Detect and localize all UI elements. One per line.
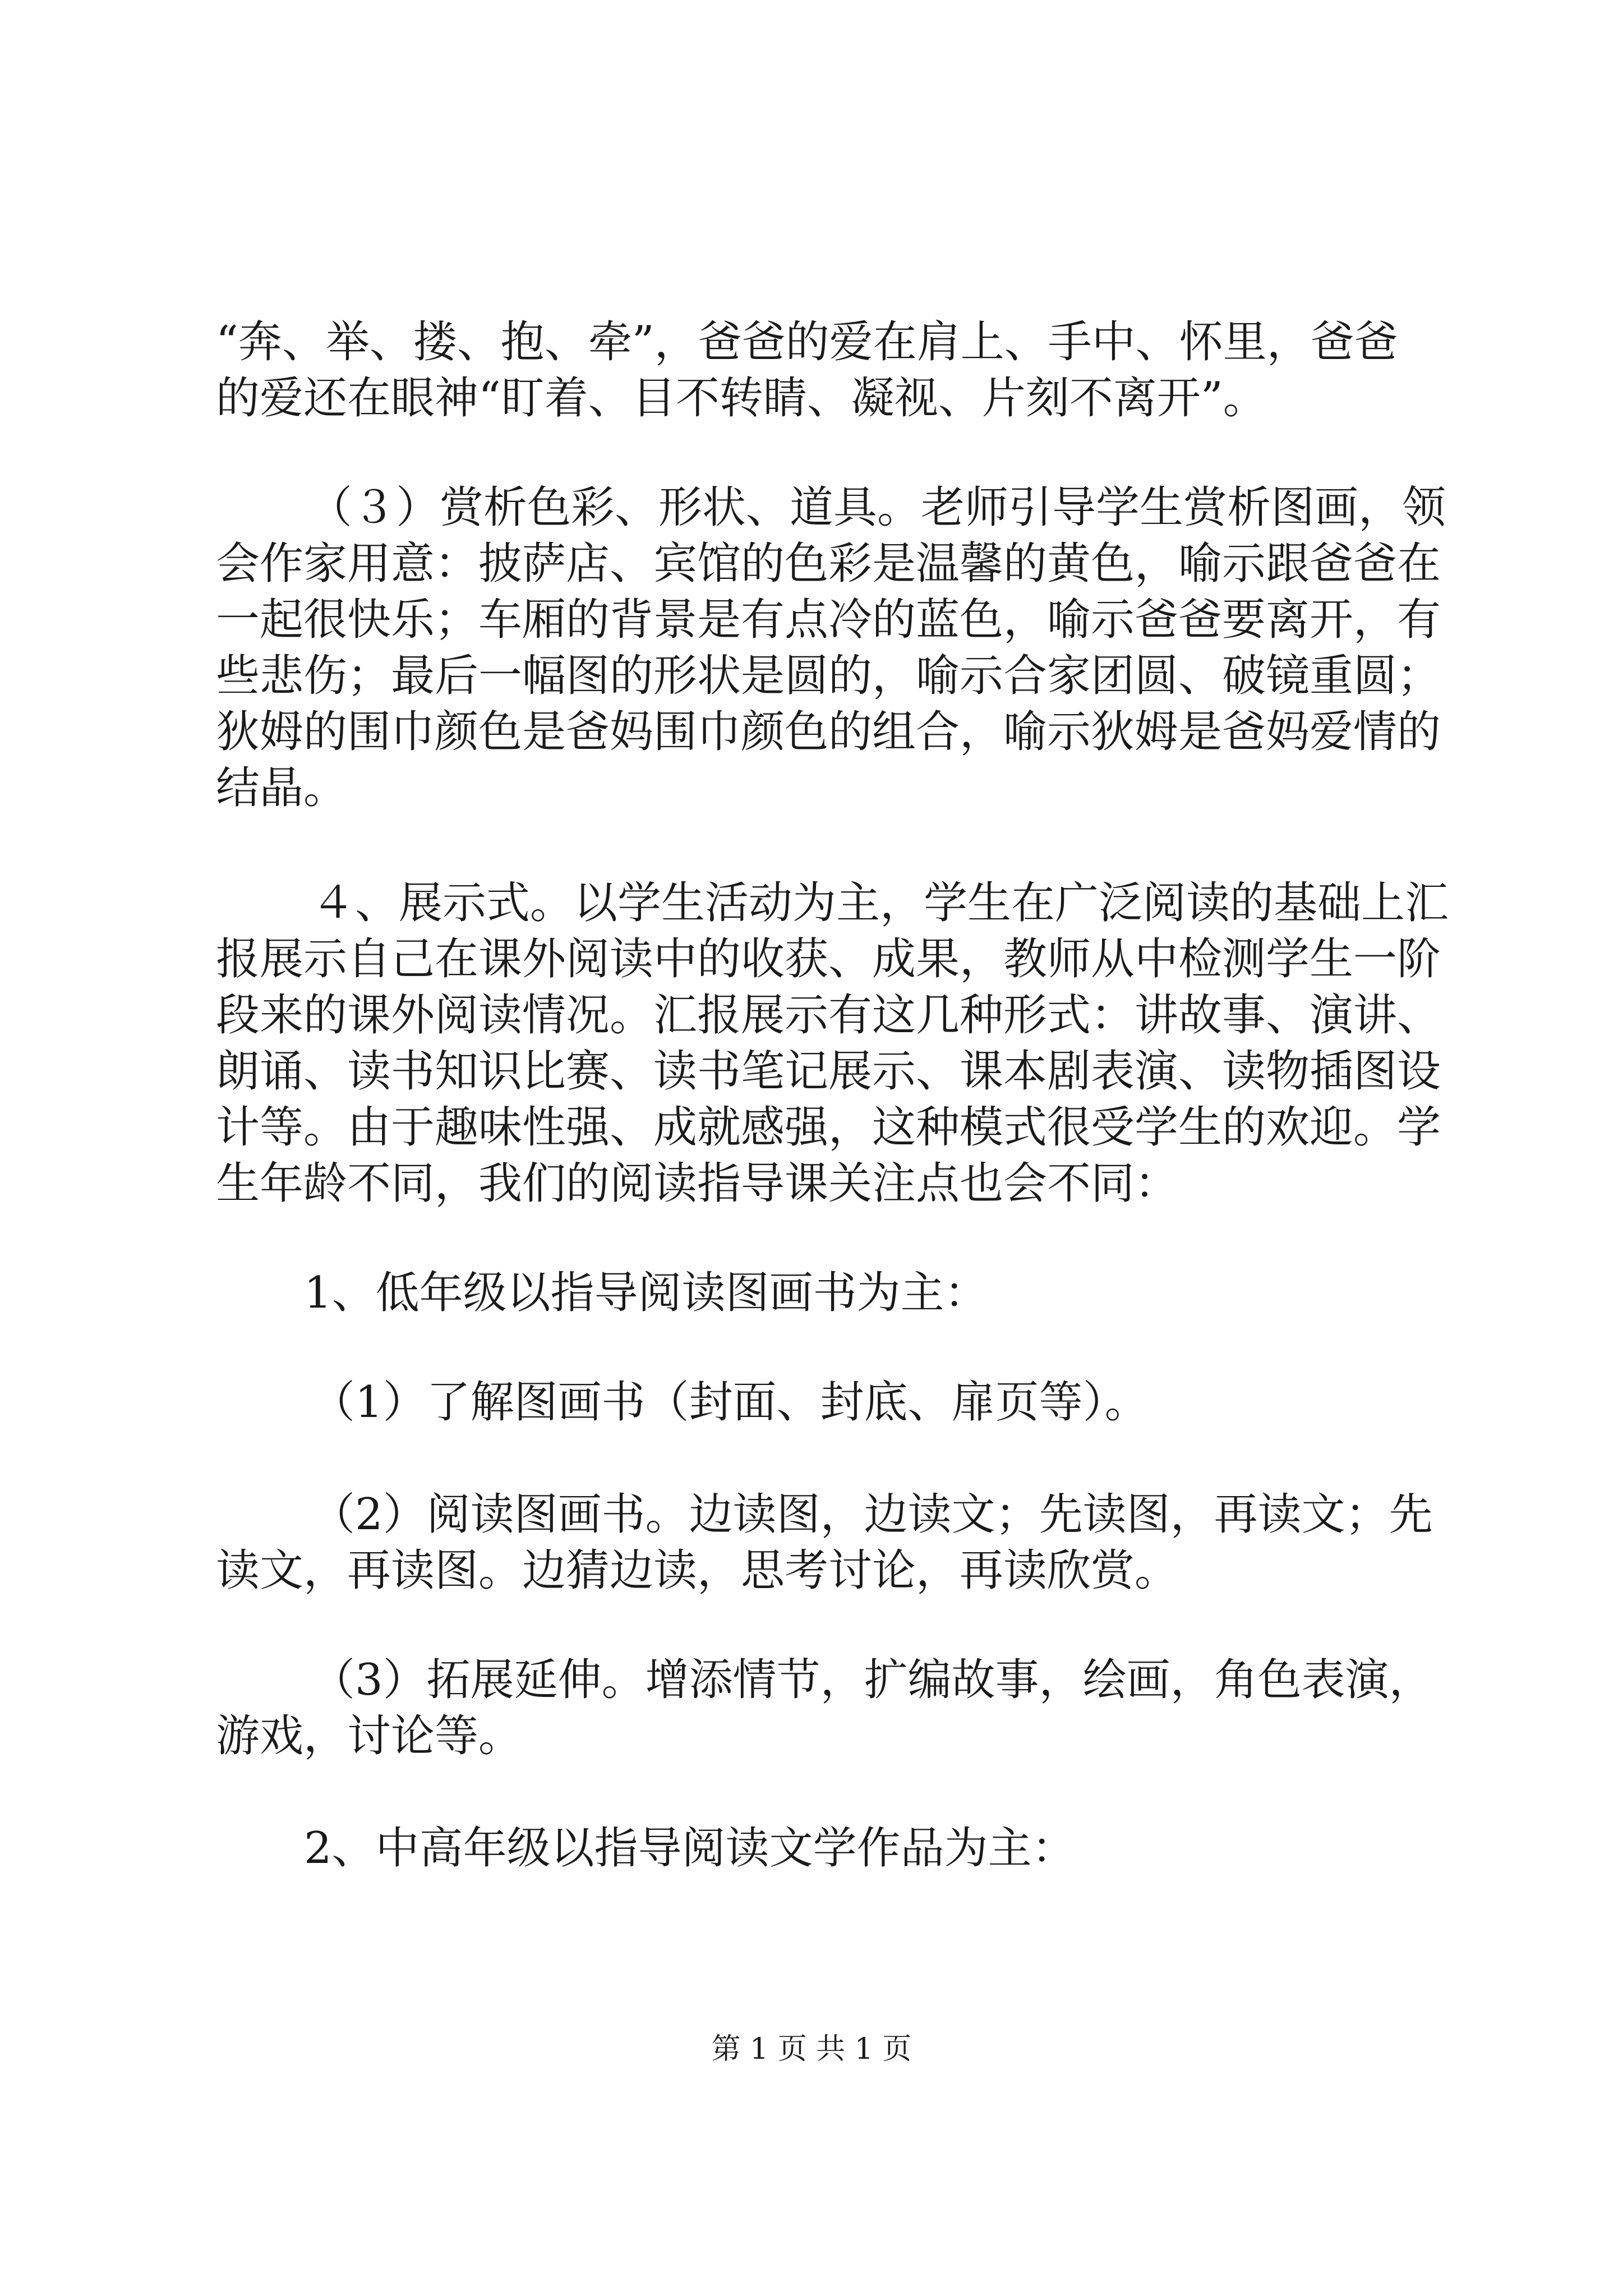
- text-line: （2）阅读图画书。边读图，边读文；先读图，再读文；先: [311, 1489, 1433, 1540]
- text-line: 朗诵、读书知识比赛、读书笔记展示、课本剧表演、读物插图设: [216, 1046, 1441, 1097]
- text-line: 一起很快乐；车厢的背景是有点冷的蓝色，喻示爸爸要离开，有: [216, 595, 1441, 645]
- text-line: 狄姆的围巾颜色是爸妈围巾颜色的组合，喻示狄姆是爸妈爱情的: [216, 707, 1441, 757]
- text-line: （３）赏析色彩、形状、道具。老师引导学生赏析图画，领: [308, 482, 1446, 533]
- text-line: 计等。由于趣味性强、成就感强，这种模式很受学生的欢迎。学: [216, 1102, 1441, 1153]
- text-line: ４、展示式。以学生活动为主，学生在广泛阅读的基础上汇: [311, 878, 1449, 928]
- text-line: 结晶。: [216, 763, 348, 813]
- text-line: 的爱还在眼神“盯着、目不转睛、凝视、片刻不离开”。: [216, 373, 1267, 424]
- text-line: （3）拓展延伸。增添情节，扩编故事，绘画，角色表演，: [311, 1655, 1433, 1705]
- text-line: 2、中高年级以指导阅读文学作品为主：: [304, 1823, 1076, 1874]
- text-line: 生年龄不同，我们的阅读指导课关注点也会不同：: [216, 1158, 1179, 1209]
- page-number-footer: 第 1 页 共 1 页: [711, 2032, 912, 2066]
- text-line: 1、低年级以指导阅读图画书为主：: [304, 1268, 988, 1318]
- text-line: 段来的课外阅读情况。汇报展示有这几种形式：讲故事、演讲、: [216, 990, 1441, 1041]
- text-line: 游戏，讨论等。: [216, 1711, 523, 1761]
- text-line: 读文，再读图。边猜边读，思考讨论，再读欣赏。: [216, 1545, 1179, 1596]
- text-line: （1）了解图画书（封面、封底、扉页等）。: [311, 1377, 1149, 1428]
- text-line: 报展示自己在课外阅读中的收获、成果，教师从中检测学生一阶: [216, 934, 1441, 984]
- text-line: 会作家用意：披萨店、宾馆的色彩是温馨的黄色，喻示跟爸爸在: [216, 539, 1441, 589]
- text-line: 些悲伤；最后一幅图的形状是圆的，喻示合家团圆、破镜重圆；: [216, 651, 1441, 701]
- text-line: “奔、举、搂、抱、牵”，爸爸的爱在肩上、手中、怀里，爸爸: [216, 317, 1398, 367]
